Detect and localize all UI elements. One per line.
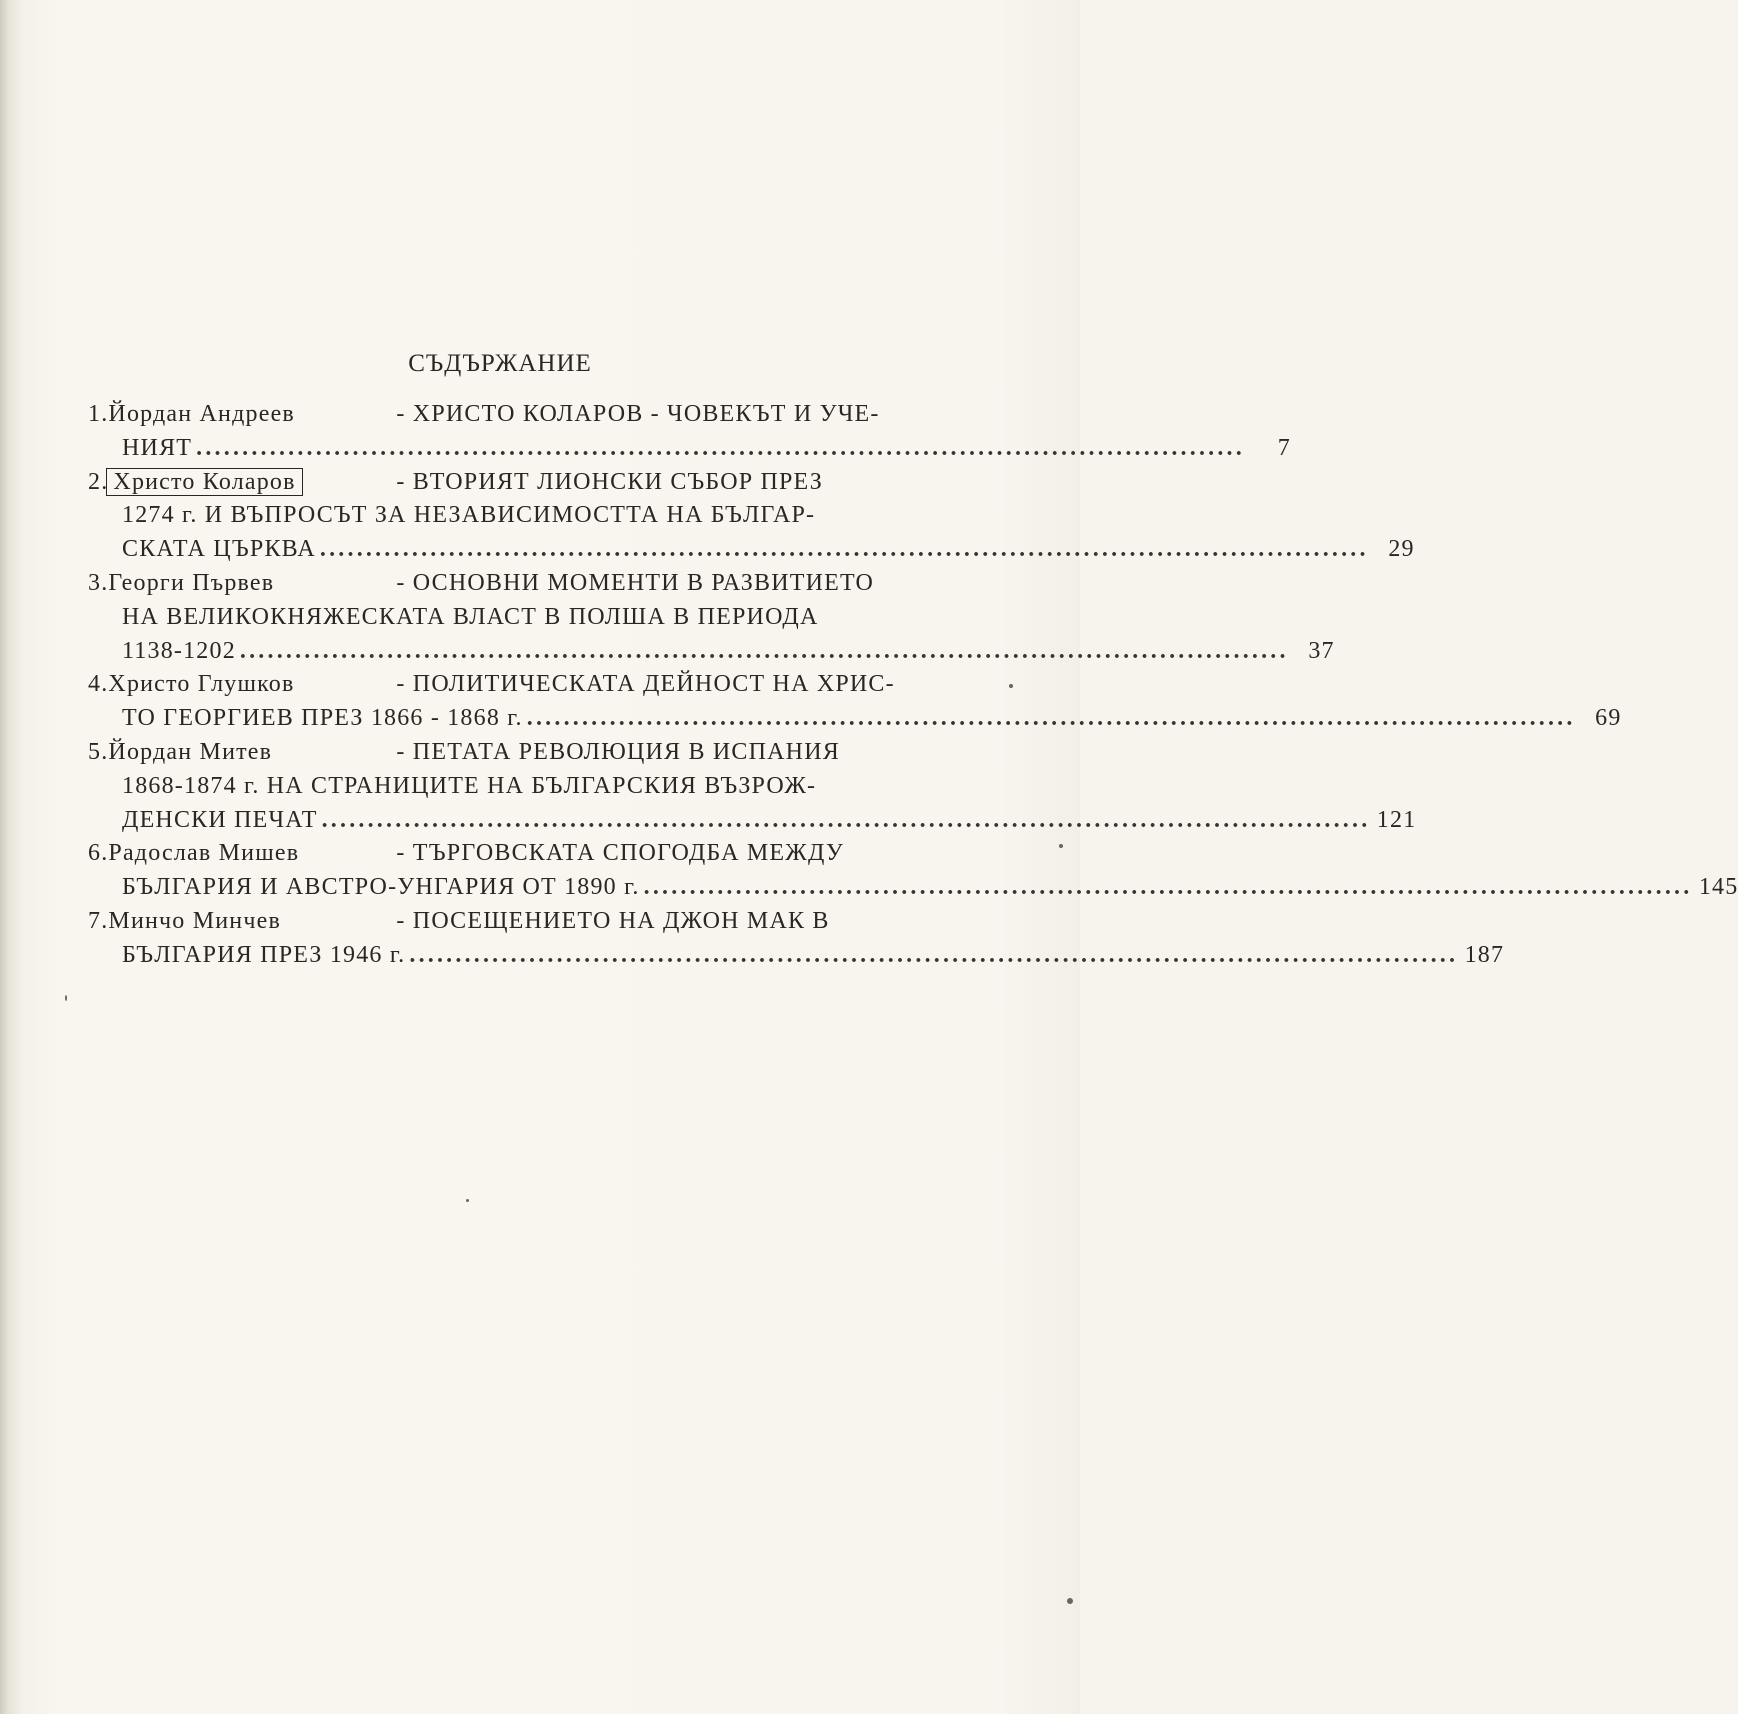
toc-entry-1-line-1 [88, 398, 1018, 432]
toc-entry-2-line-2 [88, 499, 1018, 533]
scan-speck [1067, 1598, 1073, 1604]
entry-page-number: 7 [1277, 434, 1291, 461]
entry-title-end: БЪЛГАРИЯ И АВСТРО-УНГАРИЯ ОТ 1890 г. [122, 874, 640, 901]
entry-author: Йордан Митев [108, 738, 273, 765]
toc-entry-4-line-1 [88, 668, 1018, 702]
entry-title-start: - ПОЛИТИЧЕСКАТА ДЕЙНОСТ НА ХРИС- [396, 671, 895, 698]
entry-title-start: - ВТОРИЯТ ЛИОНСКИ СЪБОР ПРЕЗ [396, 468, 823, 495]
entry-title-end: БЪЛГАРИЯ ПРЕЗ 1946 г. [122, 941, 406, 968]
entry-title-end: 1138-1202 [122, 637, 236, 664]
table-of-contents [88, 398, 1738, 973]
entry-title-end: ДЕНСКИ ПЕЧАТ [122, 806, 318, 833]
toc-entry-5-last-line [88, 804, 1417, 838]
entry-author-boxed: Христо Коларов [106, 468, 302, 496]
toc-entry-5-line-2 [88, 770, 1018, 804]
toc-entry-1-last-line [88, 432, 1291, 466]
scan-speck [1009, 684, 1013, 688]
toc-entry-3-line-1 [88, 567, 1018, 601]
entry-author: Радослав Мишев [108, 840, 300, 867]
leader-dots: .................................................................................................................. [319, 536, 1369, 563]
entry-number: 1. [88, 401, 109, 427]
entry-title-middle: 1274 г. И ВЪПРОСЪТ ЗА НЕЗАВИСИМОСТТА НА БЪЛГАР- [122, 502, 816, 529]
entry-page-number: 121 [1376, 806, 1417, 833]
entry-title-end: СКАТА ЦЪРКВА [122, 536, 316, 563]
entry-page-number: 145 [1698, 874, 1738, 901]
leader-dots: .................................................................................................................. [196, 434, 1245, 461]
leader-dots: .................................................................................................................. [526, 705, 1576, 732]
toc-entry-3-last-line [88, 635, 1335, 669]
entry-author: Минчо Минчев [108, 907, 281, 934]
entry-title-middle: 1868-1874 г. НА СТРАНИЦИТЕ НА БЪЛГАРСКИЯ ВЪЗРОЖ- [122, 772, 817, 799]
entry-page-number: 69 [1595, 705, 1622, 732]
entry-number: 3. [88, 569, 109, 596]
toc-entry-2-last-line [88, 533, 1415, 567]
entry-page-number: 29 [1388, 536, 1415, 563]
toc-entry-7-line-1 [88, 905, 1018, 939]
entry-author-wrapper [108, 466, 396, 500]
entry-title-middle: НА ВЕЛИКОКНЯЖЕСКАТА ВЛАСТ В ПОЛША В ПЕРИОДА [122, 603, 819, 630]
entry-page-number: 37 [1308, 637, 1335, 664]
entry-title-start: - ХРИСТО КОЛАРОВ - ЧОВЕКЪТ И УЧЕ- [396, 401, 880, 427]
leader-dots: .................................................................................................................. [321, 806, 1371, 833]
entry-title-end: НИЯТ [122, 434, 193, 461]
entry-title-start: - ПЕТАТА РЕВОЛЮЦИЯ В ИСПАНИЯ [396, 738, 840, 765]
toc-heading [0, 350, 1000, 378]
entry-author: Христо Глушков [108, 671, 295, 698]
scan-speck [466, 1199, 469, 1202]
toc-entry-4-last-line [88, 702, 1622, 736]
leader-dots: .................................................................................................................. [643, 874, 1693, 901]
leader-dots: .................................................................................................................. [239, 637, 1289, 664]
scan-speck [1059, 844, 1063, 848]
toc-entry-5-line-1 [88, 736, 1018, 770]
entry-title-start: - ПОСЕЩЕНИЕТО НА ДЖОН МАК В [396, 907, 830, 934]
toc-entry-7-last-line [88, 939, 1505, 973]
toc-entry-6-line-1 [88, 837, 1018, 871]
entry-title-start: - ТЪРГОВСКАТА СПОГОДБА МЕЖДУ [396, 840, 845, 867]
toc-entry-3-line-2 [88, 601, 1018, 635]
scan-speck [65, 995, 67, 1001]
leader-dots: .................................................................................................................. [409, 941, 1459, 968]
toc-entry-6-last-line [88, 871, 1738, 905]
entry-number: 6. [88, 840, 109, 867]
entry-author: Георги Първев [108, 569, 275, 596]
entry-author: Йордан Андреев [108, 401, 295, 427]
entry-number: 7. [88, 907, 109, 934]
entry-number: 2. [88, 468, 109, 495]
entry-title-end: ТО ГЕОРГИЕВ ПРЕЗ 1866 - 1868 г. [122, 705, 523, 732]
toc-heading-text: СЪДЪРЖАНИЕ [408, 350, 592, 377]
toc-entry-2-line-1 [88, 466, 1018, 500]
entry-page-number: 187 [1464, 941, 1505, 968]
entry-title-start: - ОСНОВНИ МОМЕНТИ В РАЗВИТИЕТО [396, 569, 875, 596]
entry-number: 4. [88, 671, 109, 698]
entry-number: 5. [88, 738, 109, 765]
